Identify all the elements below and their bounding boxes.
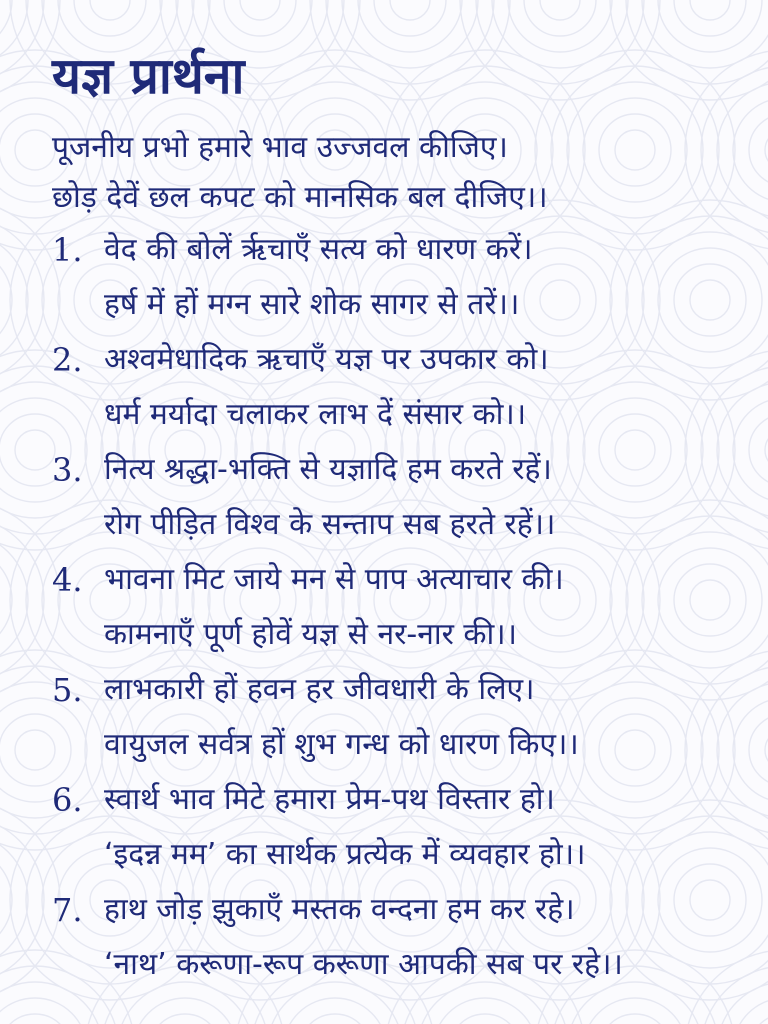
verse-3-line-2: रोग पीड़ित विश्व के सन्ताप सब हरते रहें।। bbox=[104, 507, 556, 542]
intro-line-1: पूजनीय प्रभो हमारे भाव उज्जवल कीजिए। bbox=[52, 130, 508, 165]
verse-1-line-1: वेद की बोलें ऋृचाएँ सत्य को धारण करें। bbox=[104, 232, 533, 267]
verse-4-number: 4. bbox=[52, 561, 83, 599]
verse-6-number: 6. bbox=[52, 781, 83, 819]
verse-3-line-1: नित्य श्रद्धा-भक्ति से यज्ञादि हम करते रहें। bbox=[104, 452, 552, 487]
verse-2-line-1: अश्वमेधादिक ऋचाएँ यज्ञ पर उपकार को। bbox=[104, 342, 549, 377]
verse-6-line-1: स्वार्थ भाव मिटे हमारा प्रेम-पथ विस्तार हो। bbox=[104, 782, 555, 817]
page-title: यज्ञ प्रार्थना bbox=[52, 47, 245, 105]
verse-5-line-2: वायुजल सर्वत्र हों शुभ गन्ध को धारण किए।। bbox=[104, 727, 579, 762]
verse-4-line-1: भावना मिट जाये मन से पाप अत्याचार की। bbox=[104, 562, 564, 597]
verse-7-line-2: ‘नाथ’ करूणा-रूप करूणा आपकी सब पर रहे।। bbox=[104, 947, 623, 982]
verse-3-number: 3. bbox=[52, 451, 83, 489]
verse-5-number: 5. bbox=[52, 671, 83, 709]
verse-5-line-1: लाभकारी हों हवन हर जीवधारी के लिए। bbox=[104, 672, 535, 707]
verse-7-number: 7. bbox=[52, 891, 83, 929]
verse-4-line-2: कामनाएँ पूर्ण होवें यज्ञ से नर-नार की।। bbox=[104, 617, 517, 652]
verse-6-line-2: ‘इदन्न मम’ का सार्थक प्रत्येक में व्यवहार हो।। bbox=[104, 837, 586, 872]
verse-2-line-2: धर्म मर्यादा चलाकर लाभ दें संसार को।। bbox=[104, 397, 527, 432]
verse-2-number: 2. bbox=[52, 341, 83, 379]
intro-line-2: छोड़ देवें छल कपट को मानसिक बल दीजिए।। bbox=[52, 180, 548, 215]
verse-7-line-1: हाथ जोड़ झुकाएँ मस्तक वन्दना हम कर रहे। bbox=[104, 892, 575, 927]
verse-1-number: 1. bbox=[52, 231, 83, 269]
verse-1-line-2: हर्ष में हों मग्न सारे शोक सागर से तरें।। bbox=[104, 287, 520, 322]
